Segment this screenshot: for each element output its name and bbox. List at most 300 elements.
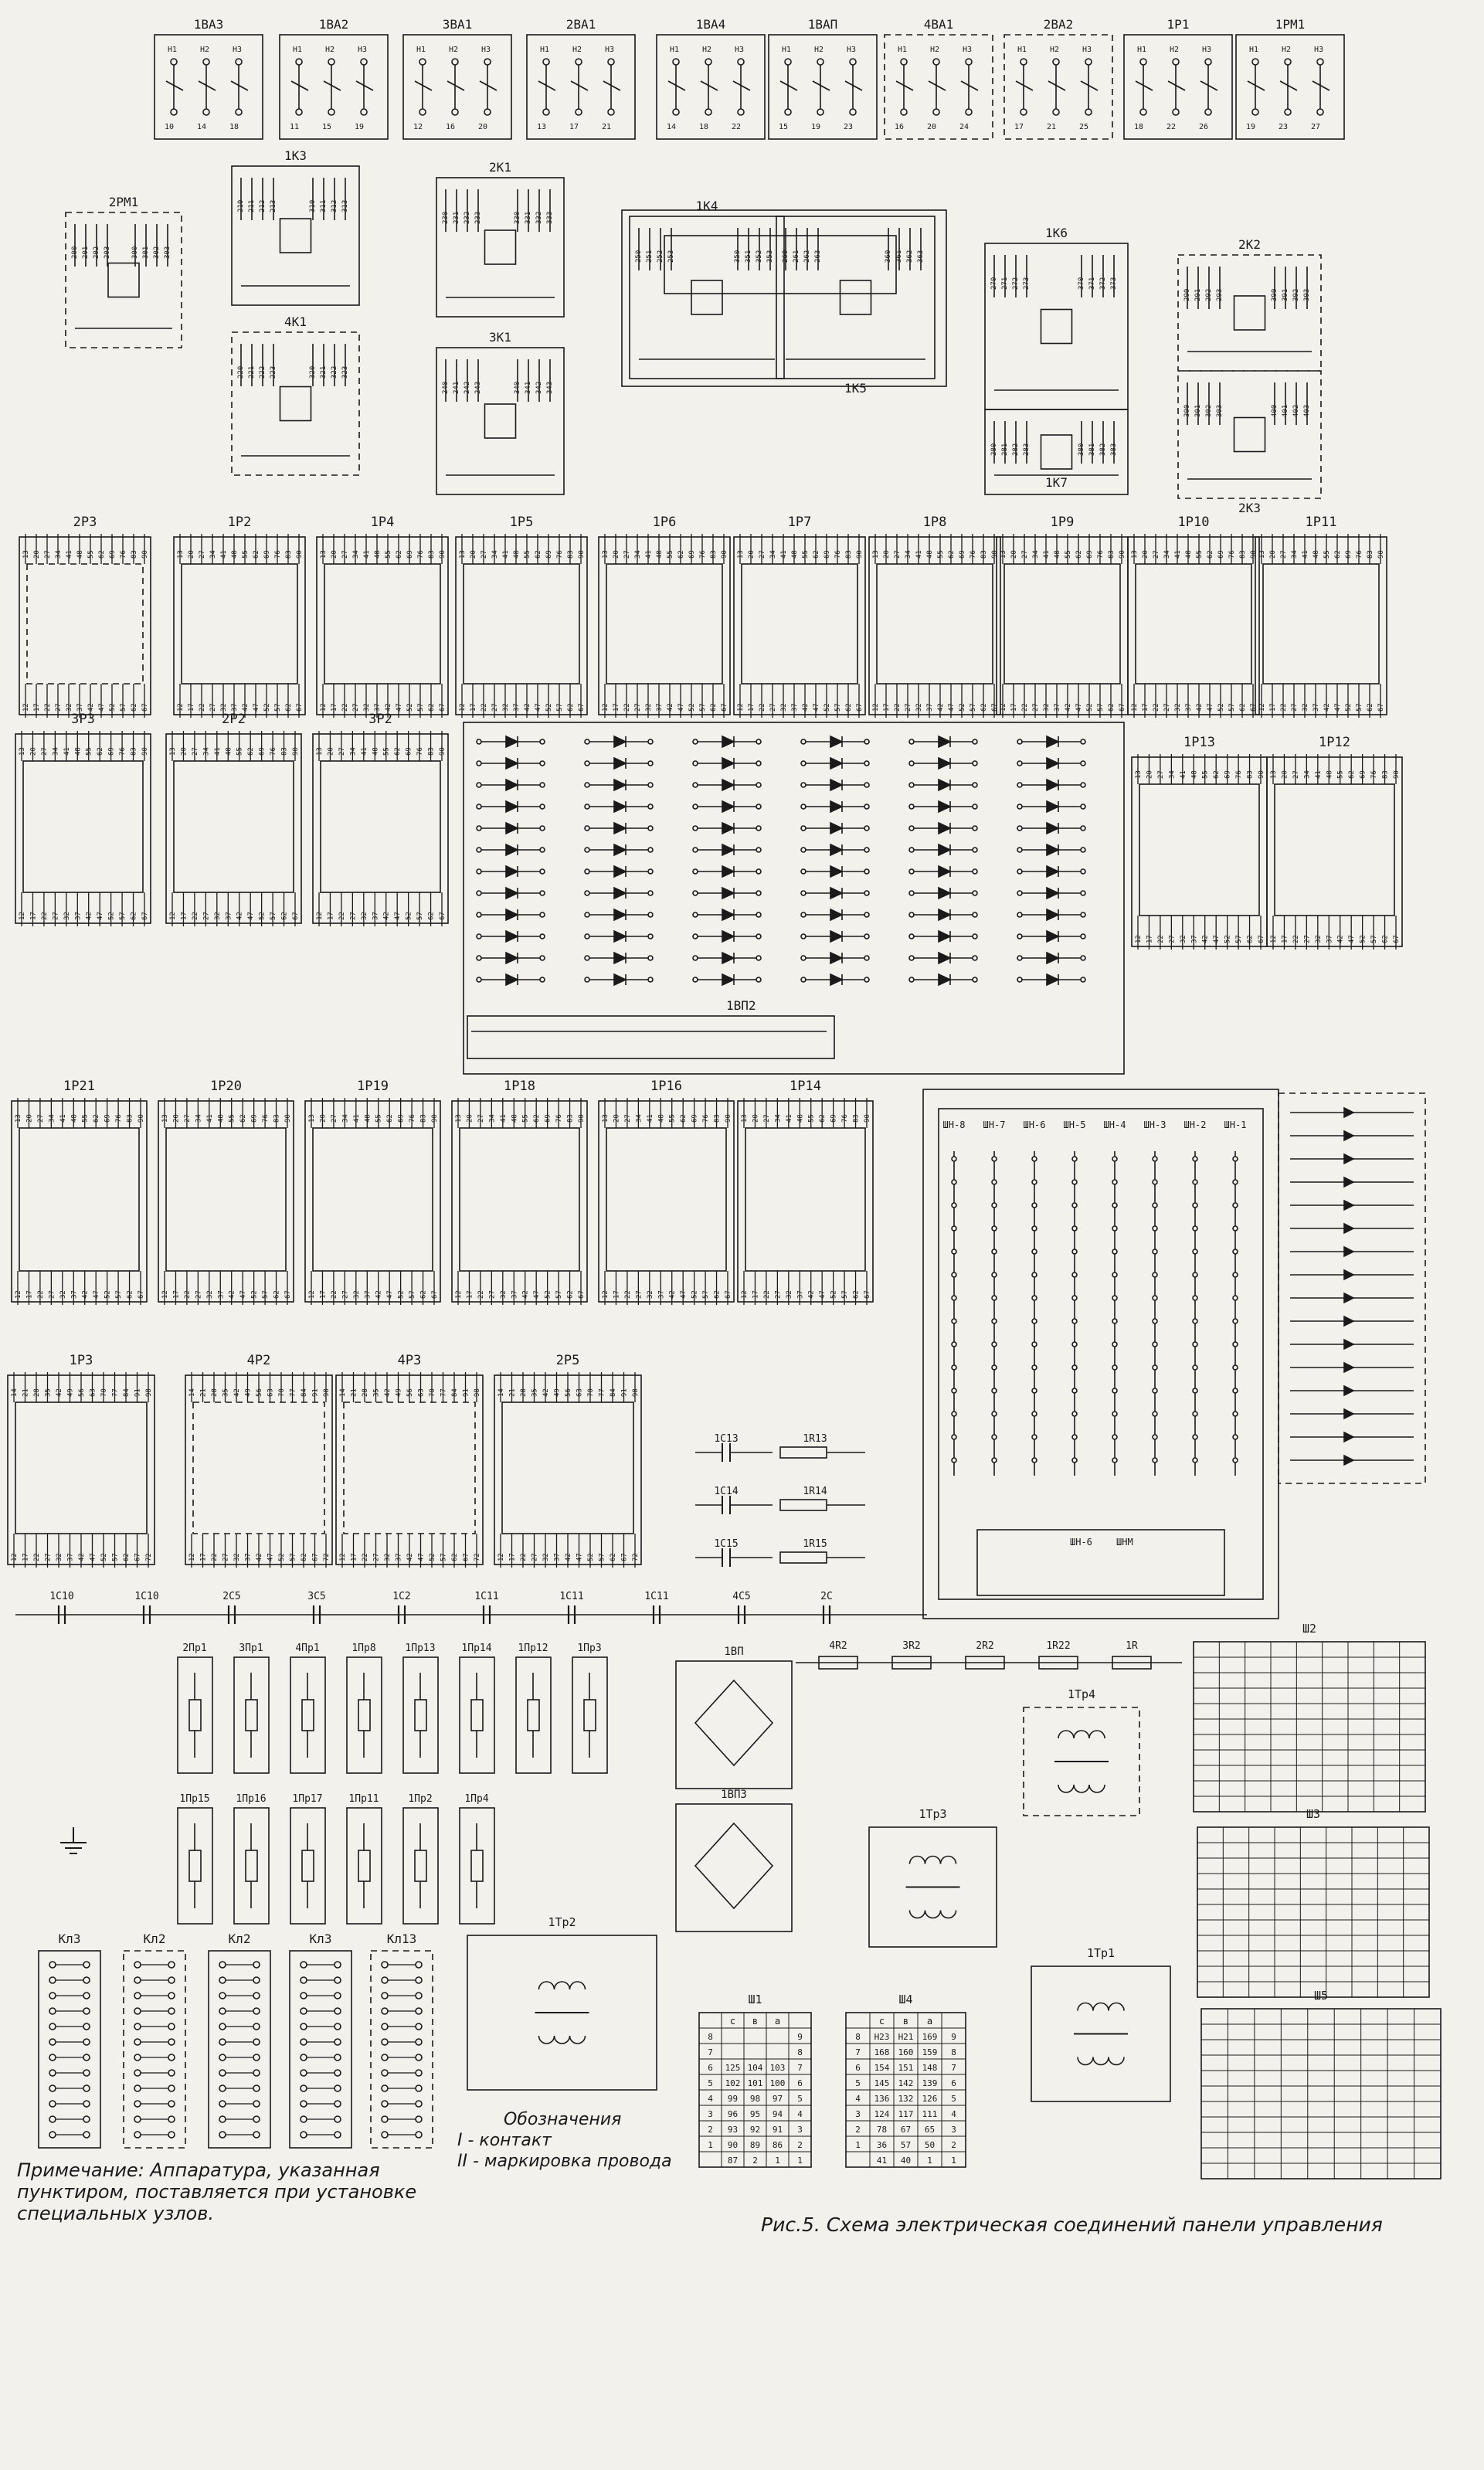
pin-mark: 22	[341, 703, 349, 712]
terminal-screw	[168, 2039, 175, 2045]
pin-mark: 67	[462, 1553, 470, 1561]
shunt-terminal	[1153, 1342, 1157, 1347]
pin-mark: 17	[1281, 935, 1289, 943]
relay-contact-terminal	[817, 109, 824, 115]
diode-terminal	[801, 848, 806, 852]
wire-mark: 393	[1303, 288, 1311, 301]
pin-mark: 48	[656, 550, 664, 559]
shunt-terminal	[1032, 1249, 1037, 1254]
pin-mark: 27	[199, 550, 206, 559]
pin-mark: 12	[872, 703, 880, 712]
pin-mark: 83	[419, 1114, 428, 1123]
pin-mark: 56	[78, 1388, 86, 1397]
pin-mark: 34	[48, 1114, 56, 1123]
wire-mark: Н2	[1050, 46, 1060, 54]
pin-mark: 17	[508, 1553, 517, 1561]
fuse-label: 1Пр14	[461, 1643, 492, 1654]
diode-terminal	[540, 848, 545, 852]
pin-mark: 17	[613, 703, 620, 712]
wire-mark: 351	[745, 250, 752, 263]
pin-mark: 22	[1292, 935, 1300, 943]
pin-mark: 76	[1235, 770, 1244, 779]
diode-terminal	[585, 804, 589, 809]
terminal-screw	[253, 2008, 260, 2014]
terminal-screw	[416, 1962, 422, 1968]
terminal-screw	[219, 2132, 226, 2138]
relay-contact-terminal	[608, 109, 614, 115]
shunt-terminal	[1233, 1296, 1238, 1300]
pin-mark: 55	[1336, 770, 1345, 779]
wire-mark: 352	[756, 250, 763, 263]
pin-mark: 32	[66, 703, 73, 712]
pin-mark: 21	[350, 1388, 358, 1397]
pin-mark: 62	[948, 550, 956, 559]
shunt-terminal	[1193, 1458, 1197, 1463]
diode-terminal	[973, 956, 977, 960]
shunt-terminal	[1032, 1226, 1037, 1231]
pin-mark: 57	[1235, 935, 1244, 943]
connector-table-title: Ш4	[898, 1993, 913, 2006]
pin-mark: 17	[1142, 703, 1150, 712]
fuse-label: 3Пр1	[239, 1643, 263, 1654]
wire-mark: Н3	[847, 46, 857, 54]
diode-terminal	[909, 826, 914, 831]
wire-mark: 402	[1292, 404, 1300, 417]
wire-mark: 331	[525, 211, 532, 224]
pin-mark: 62	[98, 550, 106, 559]
pin-mark: 27	[488, 1290, 497, 1299]
pin-mark: 22	[33, 1553, 41, 1561]
pin-mark: 67	[296, 703, 304, 712]
diode-terminal	[585, 848, 589, 852]
wire-mark: 282	[1012, 443, 1020, 456]
pin-mark: 27	[769, 703, 777, 712]
pin-mark: 32	[213, 912, 222, 920]
pin-mark: 70	[587, 1388, 595, 1397]
capacitor-label: 1С2	[392, 1591, 411, 1602]
pin-mark: 13	[872, 550, 880, 559]
pin-mark: 34	[1303, 770, 1312, 779]
table-cell: 148	[922, 2063, 938, 2073]
pin-mark: 55	[1065, 550, 1072, 559]
shunt-terminal	[1153, 1226, 1157, 1231]
pin-mark: 27	[44, 1553, 53, 1561]
rc-label: 1R15	[803, 1538, 827, 1550]
diode-terminal	[1081, 891, 1085, 895]
pin-mark: 32	[1179, 935, 1187, 943]
pin-mark: 42	[384, 1388, 392, 1397]
terminal-screw	[382, 2039, 388, 2045]
table-cell: 2	[951, 2140, 956, 2150]
wire-mark: 233	[474, 211, 482, 224]
terminal-screw	[253, 2023, 260, 2030]
pin-mark: 67	[721, 703, 728, 712]
pin-mark: 48	[791, 550, 799, 559]
connector-table-title: Ш5	[1313, 1989, 1329, 2003]
table-cell: 4	[951, 2109, 956, 2119]
table-cell: 36	[876, 2140, 888, 2150]
relay-contact-terminal	[1252, 59, 1258, 65]
terminal-screw	[219, 2008, 226, 2014]
pin-mark: 55	[1201, 770, 1210, 779]
shunt-terminal	[1193, 1435, 1197, 1439]
pin-mark: 37	[372, 912, 380, 920]
pin-mark: 27	[774, 1290, 783, 1299]
pin-mark: 62	[533, 1114, 542, 1123]
shunt-terminal	[1032, 1203, 1037, 1208]
wire-mark: 240	[442, 381, 450, 394]
relay-contact-terminal	[419, 59, 426, 65]
table-header-cell: с	[729, 2016, 736, 2027]
board-title: 3Р3	[71, 712, 95, 727]
table-cell: 8	[855, 2032, 861, 2042]
wire-mark: 323	[341, 365, 349, 379]
terminal-screw	[334, 2116, 341, 2122]
diode-terminal	[477, 848, 481, 852]
pin-mark: 32	[542, 1553, 550, 1561]
terminal-screw	[416, 2101, 422, 2107]
pin-mark: 48	[372, 747, 380, 756]
diode-terminal	[801, 783, 806, 787]
pin-mark: 83	[710, 550, 718, 559]
pin-mark: 47	[98, 703, 106, 712]
shunt-terminal	[1153, 1435, 1157, 1439]
pin-mark: 69	[263, 550, 271, 559]
capacitor-label: 1С11	[474, 1591, 499, 1602]
terminal-screw	[416, 2008, 422, 2014]
relay-contact-terminal	[452, 59, 458, 65]
fuse-label: 1Пр4	[464, 1793, 489, 1805]
shunt-terminal	[1233, 1365, 1238, 1370]
terminal-screw	[134, 2101, 141, 2107]
relay-title: 4К1	[284, 314, 307, 329]
pin-mark: 98	[474, 1388, 481, 1397]
pin-mark: 57	[417, 703, 425, 712]
pin-mark: 77	[598, 1388, 606, 1397]
pin-mark: 32	[220, 703, 228, 712]
table-cell: 101	[747, 2078, 763, 2088]
shunt-terminal	[1233, 1319, 1238, 1323]
terminal-screw	[83, 2101, 90, 2107]
table-cell: 4	[797, 2109, 803, 2119]
relay-contact-terminal	[1173, 59, 1179, 65]
wire-mark: 17	[1014, 123, 1024, 131]
pin-mark: 13	[316, 747, 324, 756]
pin-mark: 52	[691, 1290, 699, 1299]
pin-mark: 55	[668, 1114, 677, 1123]
shunt-terminal	[952, 1180, 956, 1184]
pin-mark: 41	[220, 550, 228, 559]
pin-mark: 20	[172, 1114, 181, 1123]
pin-mark: 47	[97, 912, 105, 920]
table-cell: 8	[797, 2047, 803, 2057]
pin-mark: 32	[780, 703, 788, 712]
pin-mark: 67	[439, 912, 447, 920]
relay-contact-terminal	[1205, 59, 1211, 65]
table-cell: 97	[772, 2094, 783, 2104]
pin-mark: 17	[350, 1553, 358, 1561]
relay-title: 1К7	[1045, 475, 1068, 490]
terminal-screw	[219, 1977, 226, 1983]
diode-terminal	[540, 739, 545, 744]
terminal-screw	[382, 2070, 388, 2076]
pin-mark: 12	[455, 1290, 463, 1299]
pin-mark: 37	[374, 703, 382, 712]
fuse-label: 1Пр11	[348, 1793, 379, 1805]
wire-mark: 373	[1110, 277, 1118, 290]
terminal-screw	[134, 2039, 141, 2045]
wire-mark: 223	[270, 365, 277, 379]
pin-mark: 20	[188, 550, 195, 559]
relay-contact-terminal	[1140, 59, 1146, 65]
pin-mark: 17	[613, 1290, 621, 1299]
diode-terminal	[756, 934, 761, 939]
wire-mark: Н2	[572, 46, 582, 54]
diode-terminal	[1081, 761, 1085, 766]
pin-mark: 41	[213, 747, 222, 756]
wire-mark: 283	[1023, 443, 1031, 456]
pin-mark: 67	[578, 1290, 586, 1299]
pin-mark: 76	[119, 747, 127, 756]
table-cell: 1	[951, 2156, 956, 2166]
pin-mark: 67	[431, 1290, 439, 1299]
pin-mark: 12	[11, 1553, 19, 1561]
wire-mark: 27	[1311, 123, 1321, 131]
pin-mark: 27	[1153, 550, 1160, 559]
wire-mark: Н1	[293, 46, 303, 54]
pin-mark: 63	[267, 1388, 275, 1397]
pin-mark: 17	[883, 703, 891, 712]
pin-mark: 12	[177, 703, 185, 712]
terminal-screw	[334, 1977, 341, 1983]
pin-mark: 90	[725, 1114, 732, 1123]
pin-mark: 55	[385, 550, 392, 559]
pin-mark: 42	[1323, 703, 1331, 712]
pin-mark: 41	[1314, 770, 1323, 779]
pin-mark: 17	[331, 703, 338, 712]
pin-mark: 57	[555, 1290, 564, 1299]
pin-mark: 21	[199, 1388, 208, 1397]
pin-mark: 52	[545, 703, 553, 712]
relay-title: 1ВА2	[318, 17, 349, 32]
diode-terminal	[648, 826, 653, 831]
board-title: 1Р5	[509, 515, 534, 530]
terminal-screw	[301, 2023, 307, 2030]
pin-mark: 90	[578, 1114, 586, 1123]
shunt-terminal	[992, 1412, 997, 1416]
pin-mark: 34	[55, 550, 63, 559]
terminal-screw	[416, 2085, 422, 2091]
wire-mark: 292	[1205, 288, 1213, 301]
wire-mark: 301	[1194, 404, 1202, 417]
pin-mark: 42	[85, 912, 93, 920]
wire-mark: Н3	[605, 46, 615, 54]
diode-terminal	[585, 912, 589, 917]
pin-mark: 27	[330, 1114, 338, 1123]
terminal-screw	[83, 2085, 90, 2091]
pin-mark: 37	[656, 703, 664, 712]
diode-terminal	[864, 869, 869, 874]
fuse-label: 2Пр1	[182, 1643, 207, 1654]
diode-terminal	[756, 956, 761, 960]
terminal-screw	[382, 2101, 388, 2107]
pin-mark: 42	[565, 1553, 572, 1561]
relay-contact-terminal	[1020, 59, 1027, 65]
pin-mark: 34	[905, 550, 912, 559]
diode-terminal	[801, 804, 806, 809]
table-cell: 3	[708, 2109, 713, 2119]
shunt-terminal	[1153, 1203, 1157, 1208]
terminal-screw	[382, 2054, 388, 2061]
wire-mark: 16	[895, 123, 905, 131]
wire-mark: 210	[237, 199, 245, 212]
fuse-label: 1Пр2	[408, 1793, 433, 1805]
pin-mark: 42	[78, 1553, 86, 1561]
terminal-screw	[168, 2132, 175, 2138]
diode-terminal	[864, 739, 869, 744]
shunt-terminal	[992, 1249, 997, 1254]
diode-terminal	[1017, 761, 1022, 766]
pin-mark: 67	[138, 1290, 145, 1299]
table-cell: 89	[749, 2140, 761, 2150]
table-cell: 126	[922, 2094, 938, 2104]
pin-mark: 37	[513, 703, 521, 712]
pin-mark: 56	[256, 1388, 263, 1397]
wire-mark: Н2	[200, 46, 210, 54]
pin-mark: 34	[1032, 550, 1040, 559]
pin-mark: 13	[602, 550, 610, 559]
pin-mark: 22	[1280, 703, 1288, 712]
pin-mark: 34	[488, 1114, 497, 1123]
pin-mark: 27	[623, 550, 631, 559]
pin-mark: 17	[748, 703, 756, 712]
wire-mark: 18	[1134, 123, 1144, 131]
wire-mark: 382	[1099, 443, 1107, 456]
pin-mark: 62	[813, 550, 820, 559]
board-title: 1Р10	[1177, 515, 1210, 530]
wire-mark: 320	[309, 365, 317, 379]
pin-mark: 48	[1326, 770, 1334, 779]
pin-mark: 37	[1190, 935, 1199, 943]
shunt-terminal	[992, 1272, 997, 1277]
pin-mark: 67	[864, 1290, 871, 1299]
terminal-screw	[301, 2008, 307, 2014]
pin-mark: 27	[1032, 703, 1040, 712]
diode-terminal	[801, 869, 806, 874]
diode-terminal	[585, 956, 589, 960]
pin-mark: 90	[296, 550, 304, 559]
table-cell: 1	[775, 2156, 780, 2166]
diode-terminal	[864, 804, 869, 809]
wire-mark: 281	[1001, 443, 1009, 456]
shunt-terminal	[1233, 1203, 1238, 1208]
pin-mark: 27	[48, 1290, 56, 1299]
fuse-label: 1Пр15	[179, 1793, 210, 1805]
relay-contact-terminal	[966, 59, 972, 65]
pin-mark: 13	[1131, 550, 1139, 559]
rc-label: 1R14	[803, 1486, 827, 1497]
pin-mark: 62	[1334, 550, 1342, 559]
pin-mark: 55	[1196, 550, 1204, 559]
diode-terminal	[477, 869, 481, 874]
shunt-terminal	[952, 1157, 956, 1161]
shunt-terminal	[1032, 1319, 1037, 1323]
pin-mark: 69	[258, 747, 267, 756]
pin-mark: 17	[327, 912, 335, 920]
pin-mark: 49	[66, 1388, 75, 1397]
pin-mark: 41	[915, 550, 923, 559]
pin-mark: 76	[841, 1114, 850, 1123]
pin-mark: 69	[1217, 550, 1225, 559]
pin-mark: 47	[535, 703, 542, 712]
pin-mark: 52	[1086, 703, 1094, 712]
wire-mark: 201	[82, 246, 90, 259]
wire-mark: Н1	[1137, 46, 1147, 54]
wire-mark: 20	[927, 123, 937, 131]
pin-mark: 22	[1156, 935, 1165, 943]
wire-mark: 202	[93, 246, 100, 259]
wire-mark: 24	[959, 123, 970, 131]
terminal-screw	[334, 2039, 341, 2045]
pin-mark: 47	[89, 1553, 97, 1561]
table-cell: 1	[797, 2156, 803, 2166]
relay-contact-terminal	[419, 109, 426, 115]
pin-mark: 27	[759, 550, 766, 559]
pin-mark: 76	[115, 1114, 124, 1123]
pin-mark: 76	[970, 550, 977, 559]
table-cell: 111	[922, 2109, 938, 2119]
pin-mark: 17	[172, 1290, 181, 1299]
wire-mark: 342	[535, 381, 543, 394]
fuse-label: 1Пр16	[236, 1793, 267, 1805]
wire-mark: 222	[259, 365, 267, 379]
pin-mark: 37	[553, 1553, 562, 1561]
pin-mark: 90	[721, 550, 728, 559]
pin-mark: 62	[131, 703, 138, 712]
shunt-terminal	[1153, 1365, 1157, 1370]
pin-mark: 22	[1153, 703, 1160, 712]
shunt-terminal	[1112, 1412, 1117, 1416]
pin-mark: 62	[610, 1553, 617, 1561]
terminal-screw	[49, 1977, 56, 1983]
diode-terminal	[477, 761, 481, 766]
fuse-label: 1Пр3	[577, 1643, 602, 1654]
shunt-terminal	[992, 1157, 997, 1161]
pin-mark: 83	[126, 1114, 134, 1123]
diode-terminal	[1081, 783, 1085, 787]
pin-mark: 67	[1119, 703, 1126, 712]
terminal-block-label: Кл3	[309, 1931, 332, 1946]
wire-mark: 350	[734, 250, 742, 263]
terminal-screw	[301, 2039, 307, 2045]
pin-mark: 72	[632, 1553, 640, 1561]
pin-mark: 42	[807, 1290, 816, 1299]
terminal-screw	[416, 2116, 422, 2122]
pin-mark: 76	[1370, 770, 1379, 779]
relay-contact-terminal	[484, 59, 491, 65]
pin-mark: 20	[752, 1114, 760, 1123]
pin-mark: 41	[780, 550, 788, 559]
diode-terminal	[540, 891, 545, 895]
fuse-label: 1Пр17	[292, 1793, 323, 1805]
pin-mark: 52	[278, 1553, 286, 1561]
diode-terminal	[973, 804, 977, 809]
figure-caption: Рис.5. Схема электрическая соединений панели управления	[761, 2213, 1383, 2236]
pin-mark: 42	[242, 703, 250, 712]
diode-terminal	[1081, 869, 1085, 874]
pin-mark: 20	[29, 747, 38, 756]
shunt-terminal	[1072, 1296, 1077, 1300]
